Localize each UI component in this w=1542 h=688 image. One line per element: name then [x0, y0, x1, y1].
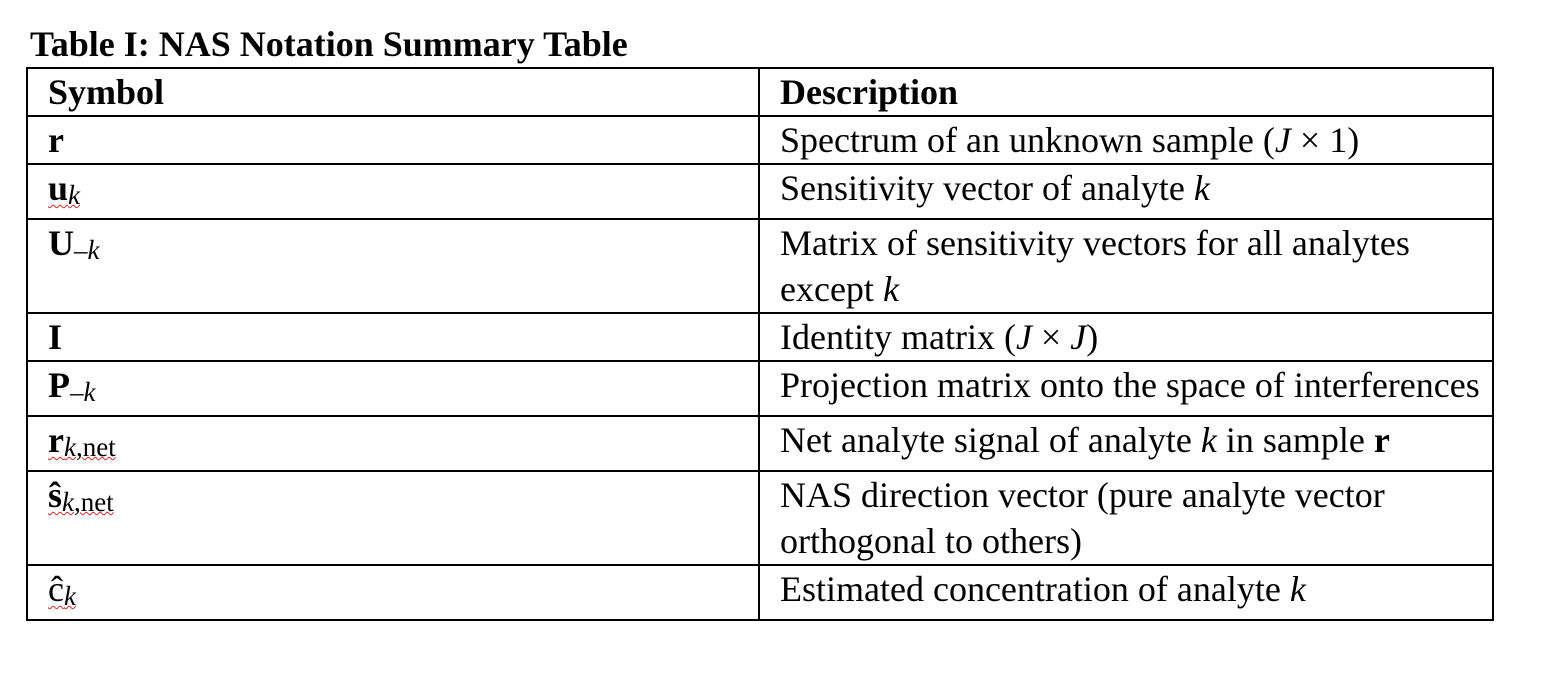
symbol-cell [27, 471, 759, 565]
symbol-base: ĉ [48, 569, 64, 609]
description-text: J [1274, 120, 1291, 160]
description-cell [759, 164, 1493, 219]
symbol-cell [27, 361, 759, 416]
symbol-subscript: –k [70, 377, 96, 407]
table-row [27, 164, 1493, 219]
symbol-text [48, 223, 99, 263]
table-row [27, 471, 1493, 565]
symbol-text [48, 168, 80, 208]
symbol-cell [27, 164, 759, 219]
table-row [27, 565, 1493, 620]
symbol-text [48, 317, 62, 357]
symbol-base: ŝ [48, 475, 63, 515]
description-text: Spectrum of an unknown sample ( [780, 120, 1275, 160]
symbol-base: u [48, 168, 69, 208]
symbol-text [48, 420, 116, 460]
symbol-subscript: k [68, 180, 81, 210]
symbol-cell [27, 416, 759, 471]
table-row [27, 416, 1493, 471]
description-text: ) [1086, 317, 1099, 357]
symbol-base: r [48, 420, 64, 460]
description-text: r [1373, 420, 1390, 460]
description-cell [759, 565, 1493, 620]
table-caption: Table I: NAS Notation Summary Table [30, 24, 628, 64]
description-text: Matrix of sensitivity vectors for all analytes except [780, 223, 1410, 309]
description-cell [759, 361, 1493, 416]
symbol-base: P [48, 365, 70, 405]
table-row [27, 116, 1493, 164]
description-text: k [1200, 420, 1217, 460]
symbol-text [48, 475, 114, 515]
table-row [27, 219, 1493, 313]
description-text: NAS direction vector (pure analyte vector orthogonal to others) [780, 475, 1385, 561]
description-text: Net analyte signal of analyte [780, 420, 1201, 460]
description-text: J [1015, 317, 1032, 357]
table-header-row [27, 68, 1493, 116]
table-row [27, 361, 1493, 416]
symbol-cell [27, 313, 759, 361]
description-text: k [882, 269, 899, 309]
description-text: k [1193, 168, 1210, 208]
symbol-base: r [48, 120, 64, 160]
description-text: Identity matrix ( [780, 317, 1016, 357]
description-text: Sensitivity vector of analyte [780, 168, 1194, 208]
description-text: k [1289, 569, 1306, 609]
description-text: × 1) [1290, 120, 1360, 160]
table-body [27, 116, 1493, 620]
symbol-base: I [48, 317, 63, 357]
symbol-text [48, 120, 64, 160]
symbol-cell [27, 219, 759, 313]
description-text: in sample [1216, 420, 1374, 460]
header-description: Description [759, 68, 1493, 116]
description-cell [759, 313, 1493, 361]
description-cell [759, 219, 1493, 313]
symbol-cell [27, 116, 759, 164]
description-cell [759, 471, 1493, 565]
table-row [27, 313, 1493, 361]
description-text: J [1070, 317, 1087, 357]
description-cell [759, 416, 1493, 471]
symbol-subscript: k,net [62, 487, 114, 517]
description-cell [759, 116, 1493, 164]
notation-table [26, 67, 1494, 621]
symbol-base: U [48, 223, 74, 263]
description-text: Estimated concentration of analyte [780, 569, 1290, 609]
symbol-text [48, 365, 95, 405]
description-text: × [1031, 317, 1071, 357]
description-text: Projection matrix onto the space of interferences [780, 365, 1480, 405]
header-symbol: Symbol [27, 68, 759, 116]
symbol-subscript: –k [74, 235, 100, 265]
symbol-subscript: k [63, 581, 76, 611]
symbol-subscript: k,net [63, 432, 116, 462]
symbol-cell [27, 565, 759, 620]
symbol-text [48, 569, 76, 609]
